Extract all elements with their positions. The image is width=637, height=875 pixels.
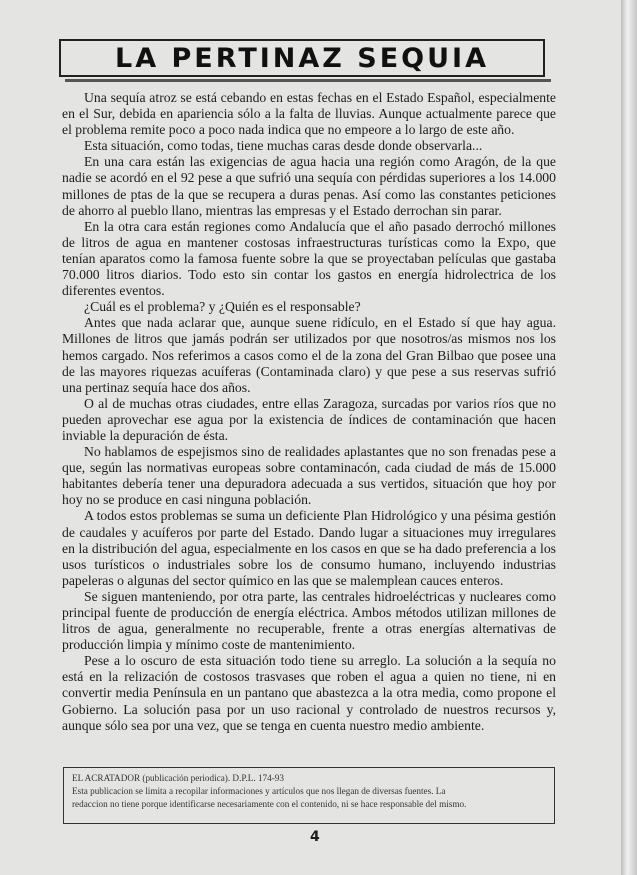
paragraph: O al de muchas otras ciudades, entre ellas Zaragoza, surcadas por varios ríos que no pueden aprovechar ese agua por la existencia de índices de contaminación que hacen inviable la depuración de ésta. bbox=[62, 395, 556, 443]
paragraph: Pese a lo oscuro de esta situación todo tiene su arreglo. La solución a la sequía no está en la relización de costosos trasvases que roben el agua a quien no tiene, ni en convertir media Península en un pantano que abastezca a la otra media, como propone el Gobierno. La solución pasa por un uso racional y controlado de nuestros recursos y, aunque sólo sea por una vez, que se tenga en cuenta nuestro medio ambiente. bbox=[62, 653, 556, 733]
page-number: 4 bbox=[310, 829, 320, 845]
paragraph: A todos estos problemas se suma un deficiente Plan Hidrológico y una pésima gestión de caudales y acuíferos por parte del Estado. Dando lugar a situaciones muy irregulares en la distribución del agua, especialmente en los casos en que se ha dado preferencia a los usos turísticos o industriales sobre los de consumo humano, incluyendo industrias papeleras o algunas del sector químico en las que se malemplean cauces enteros. bbox=[62, 508, 556, 588]
disclaimer-line: redaccion no tiene porque identificarse necesariamente con el contenido, ni se hace responsable del mismo. bbox=[72, 799, 467, 809]
paragraph: Una sequía atroz se está cebando en estas fechas en el Estado Español, especialmente en el Sur, debida en apariencia sólo a la falta de lluvias. Aunque actualmente parece que el problema remite poco a poco nada indica que no empeore a lo largo de este año. bbox=[62, 90, 556, 138]
paragraph: Se siguen manteniendo, por otra parte, las centrales hidroeléctricas y nucleares como principal fuente de producción de energía eléctrica. Ambos métodos utilizan millones de litros de agua, generalmente no recuperable, frente a otras energías alternativas de producción limpia y mínimo coste de mantenimiento. bbox=[62, 588, 556, 653]
paragraph: Antes que nada aclarar que, aunque suene ridículo, en el Estado sí que hay agua. Millones de litros que jamás podrán ser utilizados por que nosotros/as mismos nos los hemos cargado. Nos referimos a casos como el de la zona del Gran Bilbao que posee una de las mayores riquezas acuíferas (Contaminada claro) y que pese a sus reservas sufrió una pertinaz sequía hace dos años. bbox=[62, 315, 556, 395]
paragraph: En una cara están las exigencias de agua hacia una región como Aragón, de la que nadie se acordó en el 92 pese a que sufrió una sequía con pérdidas superiores a los 14.000 millones de ptas de la que se recupera a duras penas. Así como las constantes peticiones de ahorro al pueblo llano, mientras las empresas y el Estado derrochan sin parar. bbox=[62, 154, 556, 218]
paragraph: En la otra cara están regiones como Andalucía que el año pasado derrochó millones de litros de agua en mantener costosas infraestructuras turísticas como la Expo, que tenían aparatos como la famosa fuente sobre la que se proyectaban películas que gastaba 70.000 litros diarios. Todo esto sin contar los gastos en energía hidrolectrica de los diferentes eventos. bbox=[62, 218, 556, 299]
title-box bbox=[59, 39, 545, 77]
paragraph: No hablamos de espejismos sino de realidades aplastantes que no son frenadas pese a que, según las normativas europeas sobre contaminacón, cada ciudad de más de 15.000 habitantes debería tener una depuradora adecuada a sus vertidos, situación que hoy por hoy no se produce en casi ninguna población. bbox=[62, 444, 556, 508]
publication-footer bbox=[63, 767, 555, 824]
disclaimer-line: Esta publicacion se limita a recopilar informaciones y artículos que nos llegan de diversas fuentes. La bbox=[72, 786, 446, 796]
page-edge bbox=[621, 0, 637, 875]
paragraph: ¿Cuál es el problema? y ¿Quién es el responsable? bbox=[84, 299, 361, 315]
article-body bbox=[62, 90, 556, 734]
publication-info: EL ACRATADOR (publicación periodica). D.P.L. 174-93 bbox=[72, 773, 284, 783]
article-title: LA PERTINAZ SEQUIA bbox=[115, 42, 489, 74]
paragraph: Esta situación, como todas, tiene muchas caras desde donde observarla... bbox=[84, 138, 483, 154]
